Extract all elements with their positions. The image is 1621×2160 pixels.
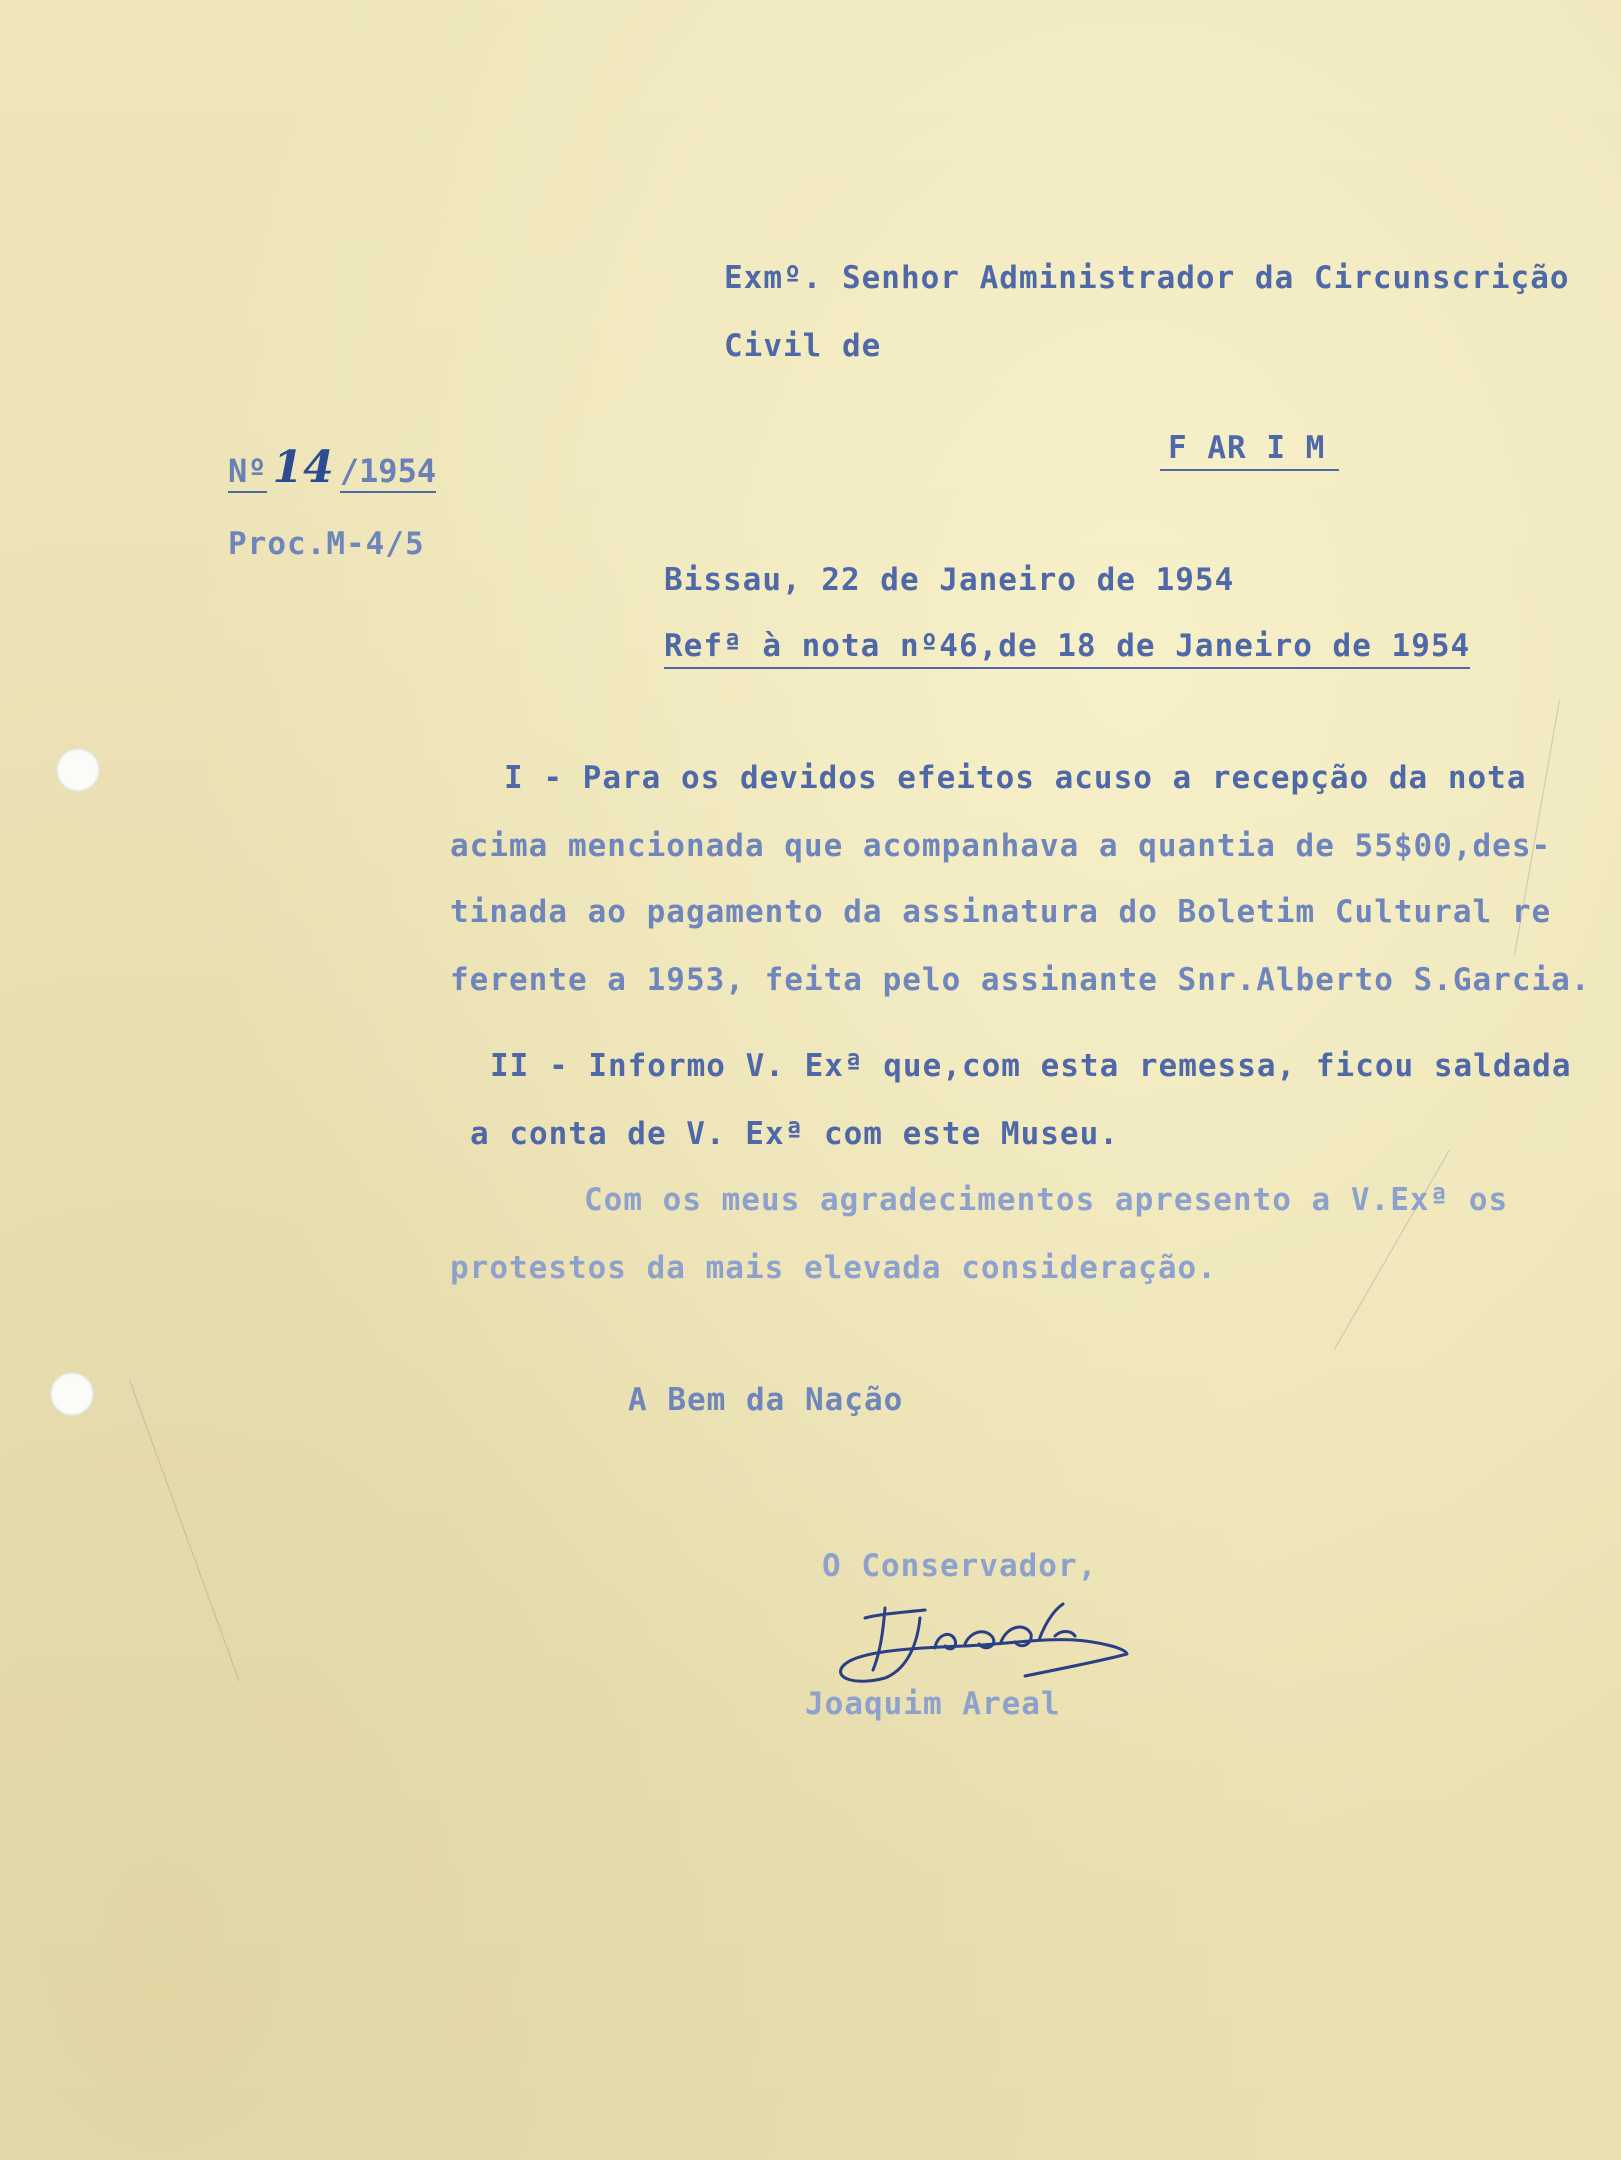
- reference-note: Refª à nota nº46,de 18 de Janeiro de 1954: [664, 626, 1470, 669]
- body-line-3: tinada ao pagamento da assinatura do Boletim Cultural re: [450, 894, 1552, 930]
- punch-hole-top: [56, 748, 100, 792]
- body-line-4: ferente a 1953, feita pelo assinante Snr.Alberto S.Garcia.: [450, 962, 1591, 998]
- reference-number-year: /1954: [340, 452, 436, 493]
- reference-number-handwritten: 14: [272, 442, 334, 493]
- closing-salutation: A Bem da Nação: [628, 1382, 904, 1418]
- body-line-5: II - Informo V. Exª que,com esta remessa, ficou saldada: [490, 1048, 1572, 1084]
- handwritten-signature: [825, 1578, 1145, 1698]
- signatory-name: Joaquim Areal: [805, 1686, 1061, 1722]
- place-date: Bissau, 22 de Janeiro de 1954: [664, 562, 1235, 598]
- body-line-1: I - Para os devidos efeitos acuso a recepção da nota: [504, 760, 1527, 796]
- addressee-line-1: Exmº. Senhor Administrador da Circunscrição: [724, 260, 1570, 296]
- destination-farim: F AR I M: [1160, 428, 1339, 471]
- body-line-2: acima mencionada que acompanhava a quantia de 55$00,des-: [450, 828, 1552, 864]
- body-line-8: protestos da mais elevada consideração.: [450, 1250, 1217, 1286]
- punch-hole-bottom: [50, 1372, 94, 1416]
- signatory-title: O Conservador,: [822, 1548, 1098, 1584]
- process-number: Proc.M-4/5: [228, 526, 425, 562]
- reference-number: [228, 442, 437, 493]
- body-line-6: a conta de V. Exª com este Museu.: [470, 1116, 1119, 1152]
- paper-crease: [129, 1380, 239, 1681]
- reference-number-prefix: Nº: [228, 452, 267, 493]
- addressee-line-2: Civil de: [724, 328, 882, 364]
- body-line-7: Com os meus agradecimentos apresento a V.Exª os: [584, 1182, 1509, 1218]
